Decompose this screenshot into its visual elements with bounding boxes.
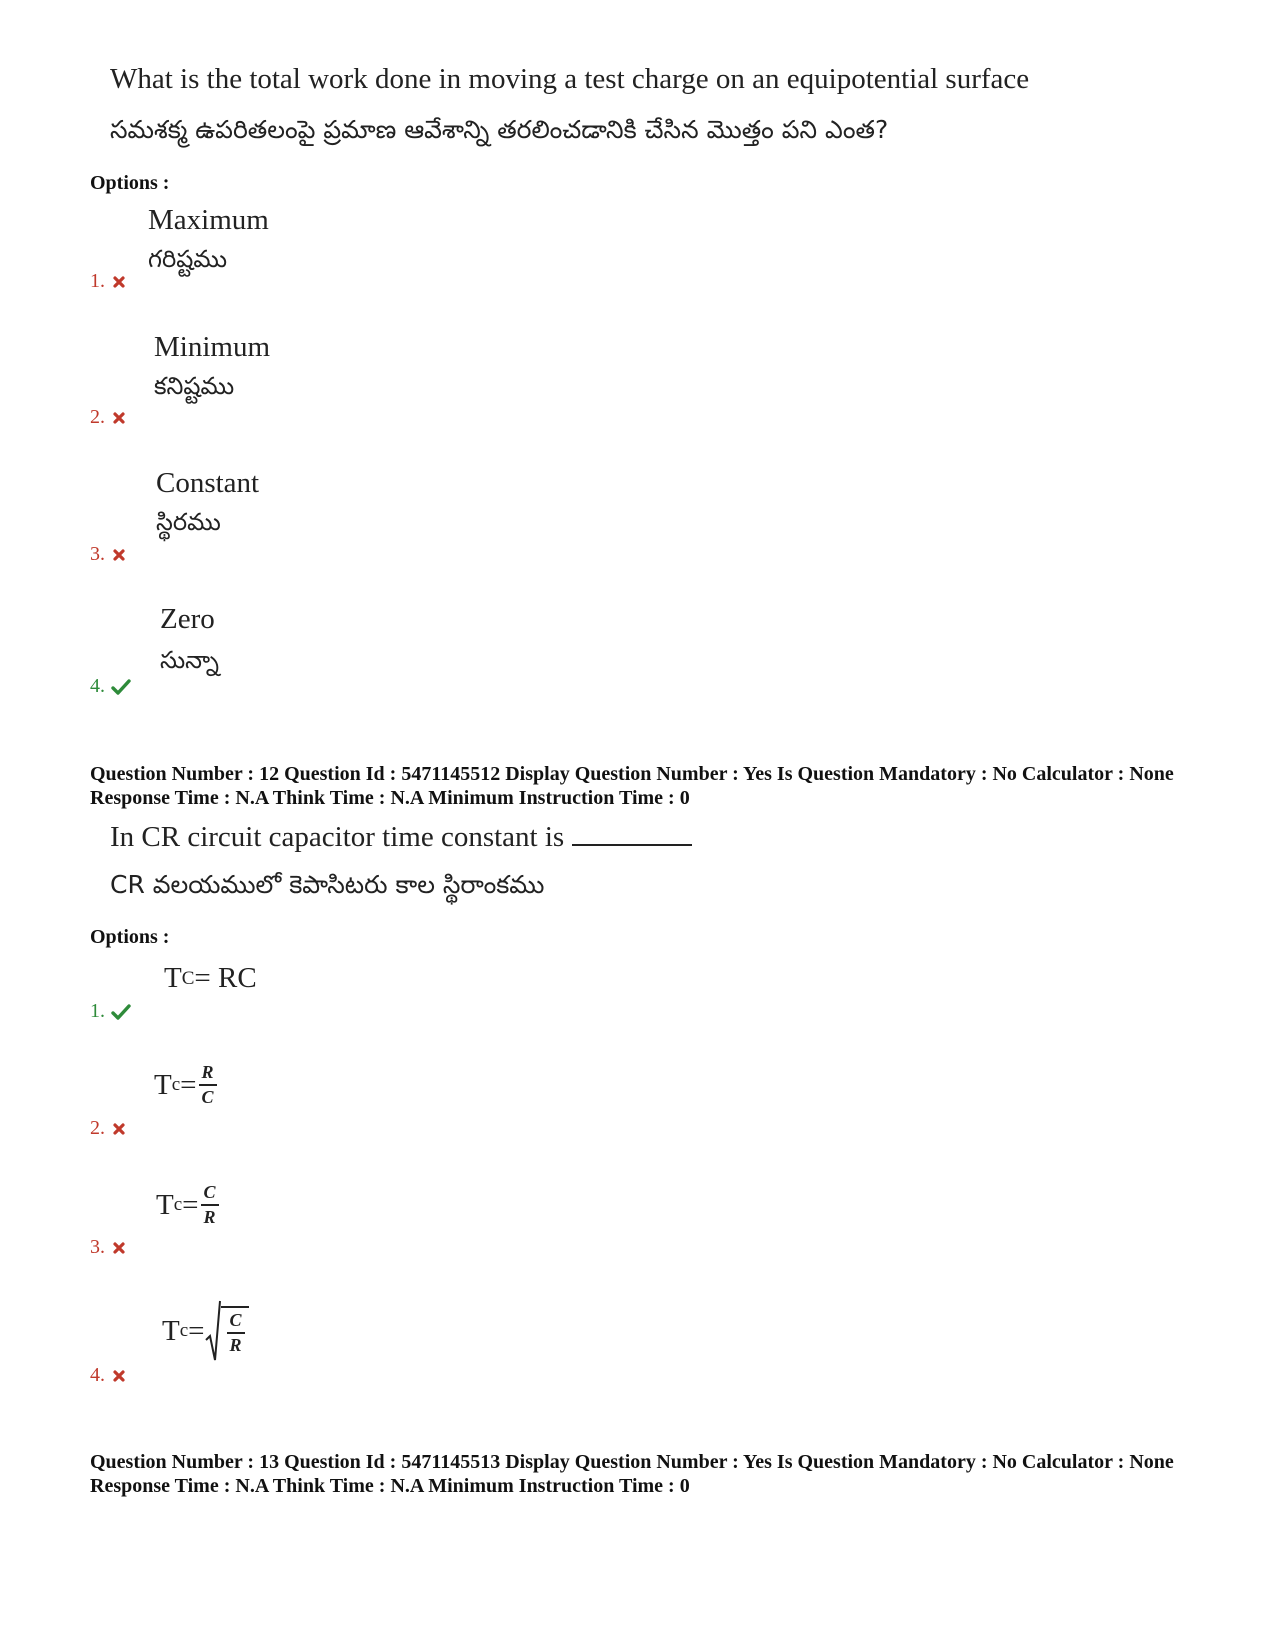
q11-option-3-en: Constant xyxy=(156,467,260,499)
cross-icon xyxy=(111,1368,127,1384)
equals-sign: = xyxy=(182,1188,199,1221)
formula-sub: c xyxy=(171,1074,181,1095)
radical-sign-icon xyxy=(205,1300,221,1362)
fraction-bar xyxy=(227,1332,245,1334)
denominator: R xyxy=(203,1207,216,1227)
check-icon xyxy=(111,1003,131,1021)
q11-text-te: సమశక్మ ఉపరితలంపై ప్రమాణ ఆవేశాన్ని తరలించడానికి చేసిన మొత్తం పని ఎంత? xyxy=(110,115,889,144)
q11-option-1-en: Maximum xyxy=(148,204,269,236)
check-icon xyxy=(111,678,131,696)
equals-sign: = xyxy=(180,1068,197,1101)
numerator: C xyxy=(229,1310,242,1330)
q12-meta: Question Number : 12 Question Id : 5471145512 Display Question Number : Yes Is Question Mandatory : No Calculator : None Response Time : N.A Think Time : N.A Minimum Instruction Time : 0 xyxy=(90,763,1174,809)
q11-option-1-number xyxy=(90,270,127,293)
q11-text-en: What is the total work done in moving a test charge on an equipotential surface xyxy=(110,63,1030,95)
option-number: 2. xyxy=(90,1117,105,1139)
option-number: 4. xyxy=(90,1364,105,1386)
numerator: C xyxy=(203,1182,216,1202)
q12-option-1-number xyxy=(90,1000,131,1023)
q12-option-3-number xyxy=(90,1236,127,1259)
fraction xyxy=(201,1182,219,1228)
q12-text-en-label: In CR circuit capacitor time constant is xyxy=(110,821,565,853)
q12-options-label: Options : xyxy=(90,926,170,948)
q11-option-2-en: Minimum xyxy=(154,331,271,363)
q11-option-4-en: Zero xyxy=(160,603,215,635)
option-number: 4. xyxy=(90,675,105,697)
q12-option-3-formula xyxy=(156,1182,219,1228)
q11-options-label: Options : xyxy=(90,172,170,194)
option-number: 3. xyxy=(90,1236,105,1258)
denominator: R xyxy=(229,1335,242,1355)
fraction-bar xyxy=(199,1084,217,1086)
cross-icon xyxy=(111,547,127,563)
option-number: 1. xyxy=(90,270,105,292)
q12-option-4-number xyxy=(90,1364,127,1387)
q12-text-te: CR వలయములో కెపాసిటరు కాల స్థిరాంకము xyxy=(110,870,545,899)
q12-option-1-formula xyxy=(164,962,257,995)
fraction xyxy=(227,1310,245,1356)
q11-option-2-te: కనిష్టము xyxy=(154,372,235,400)
numerator: R xyxy=(201,1062,214,1082)
formula-sub: C xyxy=(181,967,195,989)
cross-icon xyxy=(111,410,127,426)
radicand xyxy=(221,1306,249,1356)
option-number: 1. xyxy=(90,1000,105,1022)
q12-option-2-formula xyxy=(154,1062,217,1108)
formula-t: T xyxy=(154,1068,172,1101)
formula-t: T xyxy=(156,1188,174,1221)
q11-option-2-number xyxy=(90,406,127,429)
formula-rest: = RC xyxy=(194,962,257,994)
q12-option-2-number xyxy=(90,1117,127,1140)
answer-blank xyxy=(572,818,692,846)
cross-icon xyxy=(111,1121,127,1137)
q11-option-4-number xyxy=(90,675,131,698)
fraction xyxy=(199,1062,217,1108)
formula-t: T xyxy=(164,962,182,994)
q11-option-1-te: గరిష్టము xyxy=(148,245,228,273)
q12-option-4-formula xyxy=(162,1300,249,1362)
formula-t: T xyxy=(162,1314,180,1347)
cross-icon xyxy=(111,274,127,290)
fraction-bar xyxy=(201,1204,219,1206)
q13-meta: Question Number : 13 Question Id : 5471145513 Display Question Number : Yes Is Question Mandatory : No Calculator : None Response Time : N.A Think Time : N.A Minimum Instruction Time : 0 xyxy=(90,1451,1174,1497)
q12-text-en xyxy=(110,818,692,854)
formula-sub: c xyxy=(173,1194,183,1215)
q11-option-3-te: స్థిరము xyxy=(156,508,221,536)
denominator: C xyxy=(201,1087,214,1107)
option-number: 3. xyxy=(90,543,105,565)
equals-sign: = xyxy=(188,1314,205,1347)
cross-icon xyxy=(111,1240,127,1256)
option-number: 2. xyxy=(90,406,105,428)
square-root xyxy=(205,1300,249,1362)
q11-option-4-te: సున్నా xyxy=(160,646,219,674)
formula-sub: c xyxy=(179,1320,189,1341)
q11-option-3-number xyxy=(90,543,127,566)
